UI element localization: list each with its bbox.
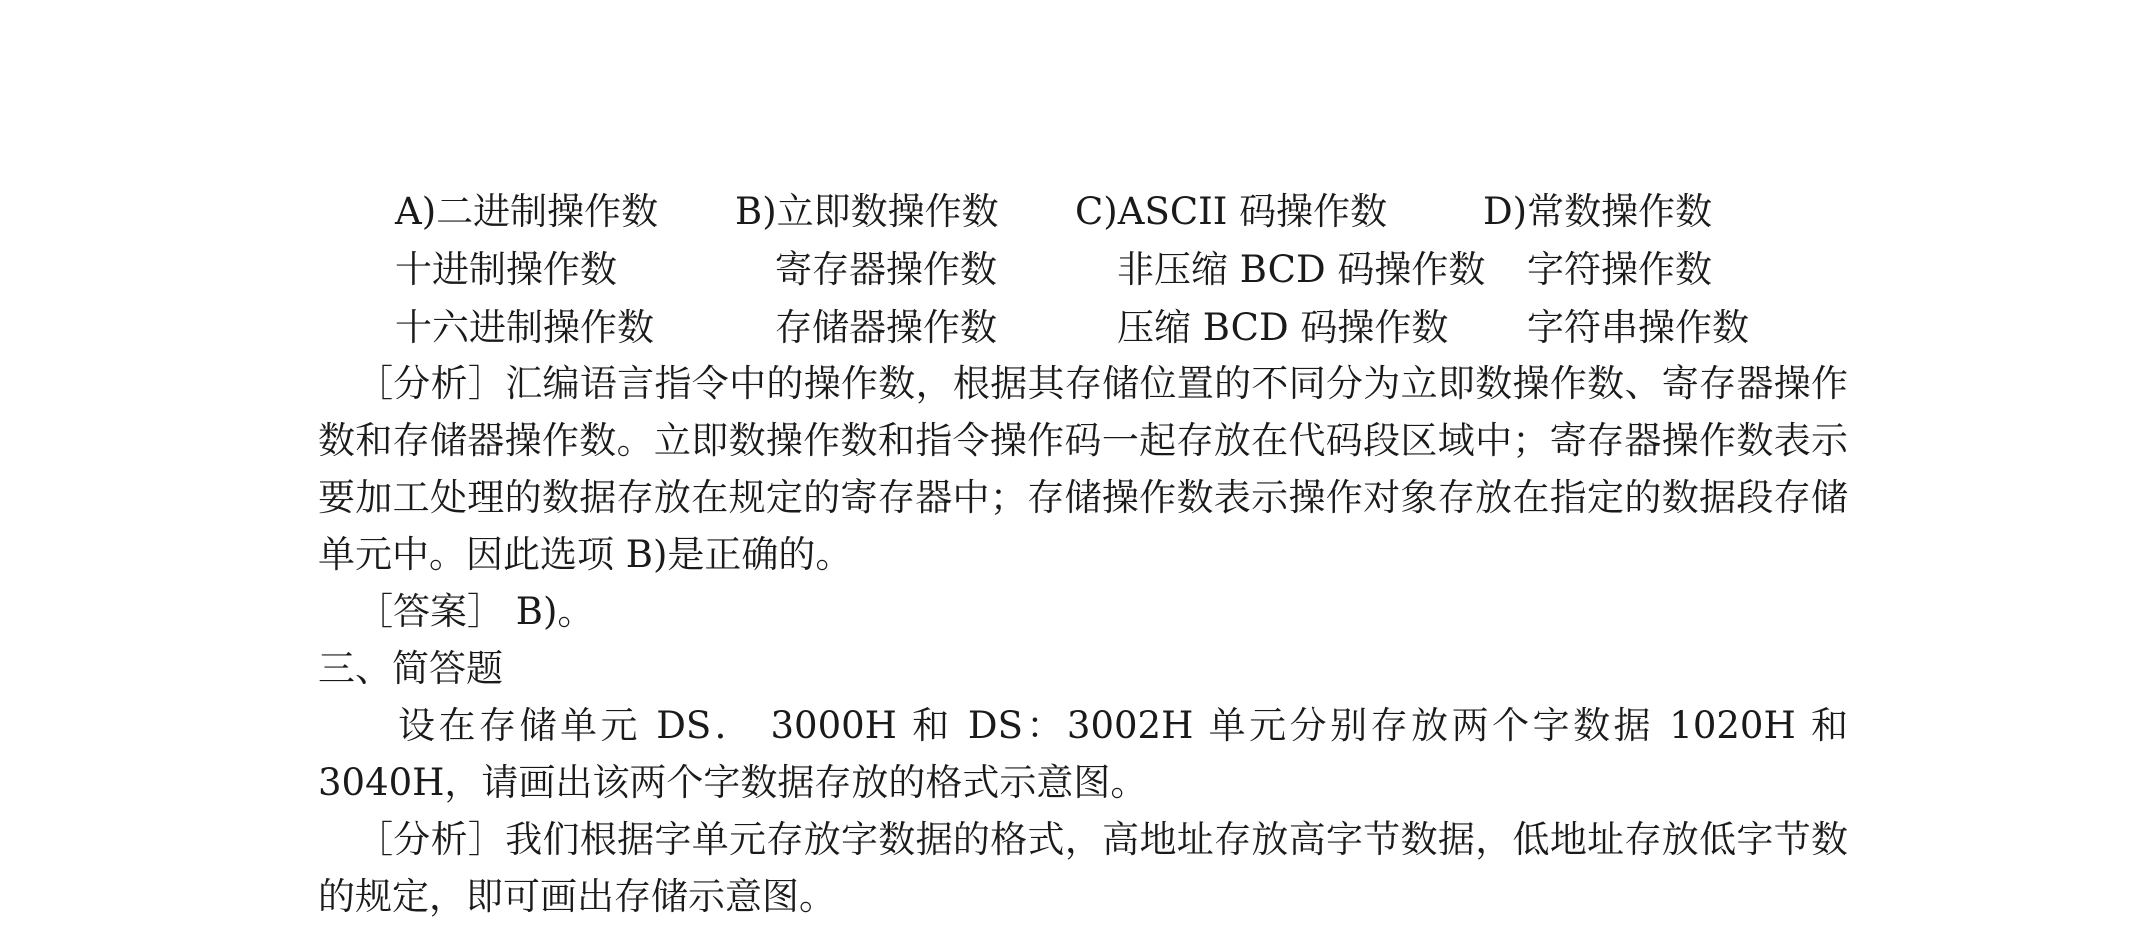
options-row (395, 299, 1895, 357)
option-c-line-1: C)ASCII 码操作数 (1075, 190, 1388, 233)
option-b-line-3: 存储器操作数 (775, 306, 997, 349)
option-c-line-2: 非压缩 BCD 码操作数 (1117, 248, 1486, 291)
option-c-line-3: 压缩 BCD 码操作数 (1117, 306, 1449, 349)
answer-options (395, 183, 1895, 357)
section-title: 三、简答题 (318, 647, 503, 690)
analysis-paragraph: ［分析］汇编语言指令中的操作数，根据其存储位置的不同分为立即数操作数、寄存器操作数和存储器操作数。立即数操作数和指令操作码一起存放在代码段区域中；寄存器操作数表示要加工处理的数据存放在规定的寄存器中；存储操作数表示操作对象存放在指定的数据段存储单元中。因此选项 B)是正确的。 (318, 362, 1848, 576)
option-a-line-3: 十六进制操作数 (395, 306, 654, 349)
options-row (395, 183, 1895, 241)
answer-line: ［答案］ B)。 (356, 590, 595, 633)
option-d-line-2: 字符操作数 (1527, 248, 1712, 291)
option-b-line-2: 寄存器操作数 (775, 248, 997, 291)
option-d-line-3: 字符串操作数 (1527, 306, 1749, 349)
option-a-line-2: 十进制操作数 (395, 248, 617, 291)
analysis-paragraph-2: ［分析］我们根据字单元存放字数据的格式，高地址存放高字节数据，低地址存放低字节数的规定，即可画出存储示意图。 (318, 818, 1848, 918)
question-paragraph: 设在存储单元 DS． 3000H 和 DS：3002H 单元分别存放两个字数据 1020H 和 3040H，请画出该两个字数据存放的格式示意图。 (318, 704, 1848, 804)
document-body (318, 355, 1848, 925)
option-a-line-1: A)二进制操作数 (395, 190, 659, 233)
option-d-line-1: D)常数操作数 (1483, 190, 1713, 233)
options-row (395, 241, 1895, 299)
option-b-line-1: B)立即数操作数 (735, 190, 999, 233)
